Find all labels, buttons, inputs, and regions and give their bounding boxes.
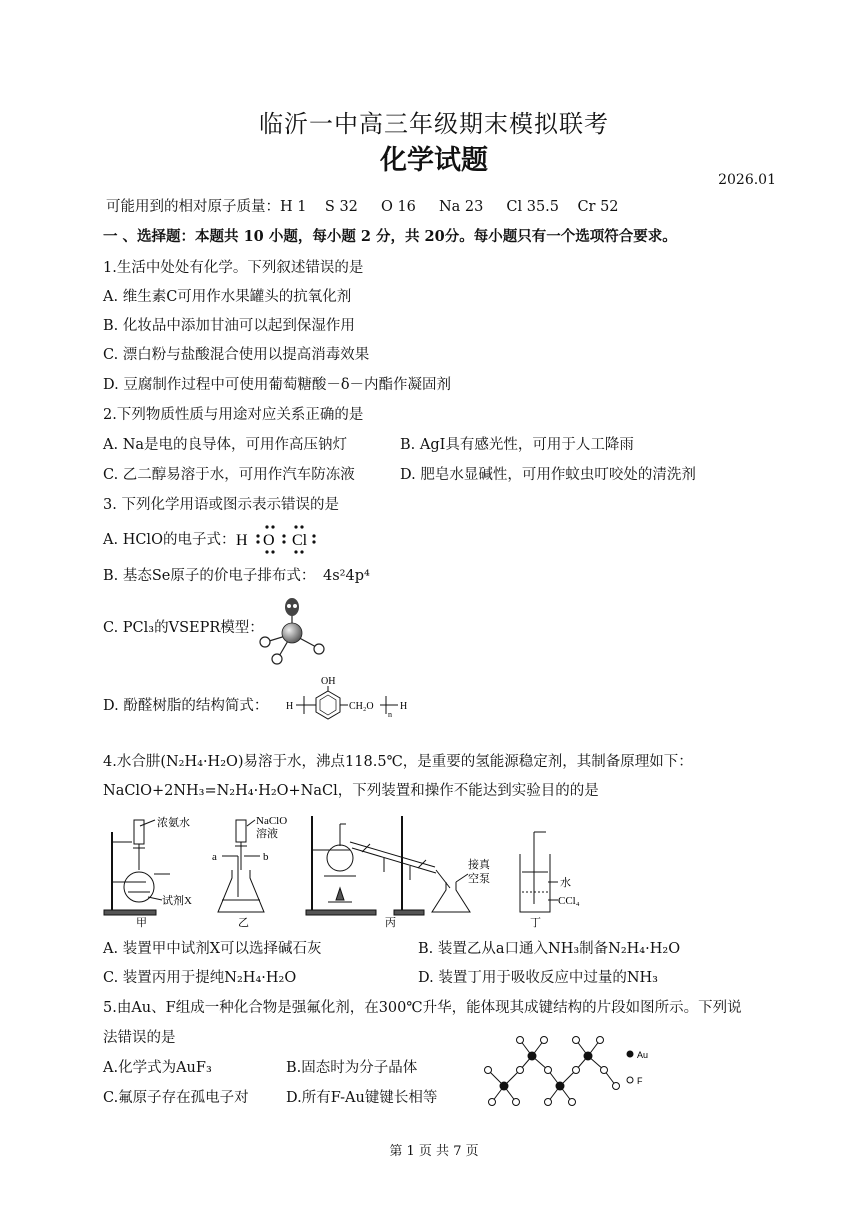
q3-stem: 3. 下列化学用语或图示表示错误的是 — [103, 497, 339, 513]
section-heading: 一 、选择题：本题共 10 小题，每小题 2 分，共 20分。每小题只有一个选项符合要求。 — [103, 228, 677, 245]
exam-title: 临沂一中高三年级期末模拟联考 — [259, 110, 609, 138]
q2-stem: 2.下列物质性质与用途对应关系正确的是 — [103, 407, 364, 423]
svg-text:b: b — [263, 851, 269, 863]
q4-option-c: C. 装置丙用于提纯N₂H₄·H₂O — [103, 970, 297, 986]
q4-stem-line1: 4.水合肼(N₂H₄·H₂O)易溶于水，沸点118.5℃，是重要的氢能源稳定剂，其制备原理如下： — [103, 754, 693, 770]
q1-option-b: B. 化妆品中添加甘油可以起到保湿作用 — [103, 318, 355, 334]
hclo-electron-formula — [232, 520, 322, 556]
q2-option-c: C. 乙二醇易溶于水，可用作汽车防冻液 — [103, 467, 355, 483]
apparatus-jia — [104, 820, 170, 915]
legend-f-label: F — [637, 1076, 643, 1086]
svg-text:乙: 乙 — [238, 917, 249, 929]
svg-text:OH: OH — [321, 676, 336, 687]
svg-text:丙: 丙 — [385, 917, 396, 929]
q5-option-b: B.固态时为分子晶体 — [286, 1060, 418, 1076]
exam-date: 2026.01 — [718, 172, 776, 188]
q2-option-d: D. 肥皂水显碱性，可用作蚊虫叮咬处的清洗剂 — [400, 467, 696, 483]
formula-o: O — [263, 532, 275, 549]
q5-option-d: D.所有F-Au键键长相等 — [286, 1090, 438, 1106]
q5-stem-line1: 5.由Au、F组成一种化合物是强氟化剂，在300℃升华，能体现其成键结构的片段如图所示。下列说 — [103, 1000, 742, 1016]
page-footer: 第 1 页 共 7 页 — [389, 1144, 479, 1159]
q3-option-a-label: A. HClO的电子式： — [103, 532, 236, 548]
legend-au-marker — [627, 1051, 634, 1058]
apparatus-bing — [306, 816, 470, 915]
apparatus-figure — [100, 812, 580, 930]
svg-text:甲: 甲 — [136, 917, 147, 929]
q4-option-a: A. 装置甲中试剂X可以选择碱石灰 — [103, 941, 322, 957]
q5-stem-line2: 法错误的是 — [103, 1030, 176, 1046]
legend-f-marker — [627, 1077, 633, 1083]
legend-au-label: Au — [637, 1050, 649, 1060]
q2-option-b: B. AgI具有感光性，可用于人工降雨 — [400, 437, 634, 453]
svg-text:接真: 接真 — [468, 859, 490, 871]
svg-text:空泵: 空泵 — [468, 873, 490, 885]
q4-option-d: D. 装置丁用于吸收反应中过量的NH₃ — [418, 970, 658, 986]
svg-text:水: 水 — [560, 877, 571, 889]
q1-option-d: D. 豆腐制作过程中可使用葡萄糖酸－δ－内酯作凝固剂 — [103, 377, 452, 393]
svg-text:CCl₄: CCl₄ — [558, 895, 580, 907]
formula-cl: Cl — [292, 532, 308, 549]
svg-text:NaClO: NaClO — [256, 815, 288, 827]
svg-text:CH₂O: CH₂O — [349, 701, 374, 712]
q4-stem-line2: NaClO+2NH₃=N₂H₄·H₂O+NaCl，下列装置和操作不能达到实验目的的是 — [103, 783, 599, 799]
atomic-masses: 可能用到的相对原子质量：H 1 S 32 O 16 Na 23 Cl 35.5 Cr 52 — [106, 199, 619, 215]
svg-text:H: H — [400, 701, 408, 712]
phenolic-resin-structure — [284, 672, 416, 722]
q1-option-c: C. 漂白粉与盐酸混合使用以提高消毒效果 — [103, 347, 370, 363]
apparatus-ding — [520, 832, 558, 912]
q3-option-d-label: D. 酚醛树脂的结构简式： — [103, 698, 269, 714]
svg-text:浓氨水: 浓氨水 — [157, 817, 190, 829]
svg-text:n: n — [388, 710, 392, 719]
q2-option-a: A. Na是电的良导体，可用作高压钠灯 — [103, 437, 348, 453]
q4-option-b: B. 装置乙从a口通入NH₃制备N₂H₄·H₂O — [418, 941, 681, 957]
q5-option-c: C.氟原子存在孤电子对 — [103, 1090, 249, 1106]
aufx-chain-structure — [482, 1034, 662, 1114]
se-configuration: 4s²4p⁴ — [323, 568, 370, 584]
svg-text:试剂X: 试剂X — [162, 895, 192, 907]
subject-title: 化学试题 — [380, 145, 488, 176]
q3-option-b-label: B. 基态Se原子的价电子排布式： — [103, 568, 316, 584]
q5-option-a: A.化学式为AuF₃ — [103, 1060, 212, 1076]
svg-text:H: H — [286, 701, 294, 712]
q1-stem: 1.生活中处处有化学。下列叙述错误的是 — [103, 260, 364, 276]
q3-option-c-label: C. PCl₃的VSEPR模型： — [103, 620, 264, 636]
pcl3-vsepr-model — [252, 596, 332, 668]
svg-text:溶液: 溶液 — [256, 828, 278, 840]
formula-h: H — [236, 532, 248, 549]
svg-text:a: a — [212, 851, 217, 863]
q1-option-a: A. 维生素C可用作水果罐头的抗氧化剂 — [103, 289, 352, 305]
svg-text:丁: 丁 — [530, 917, 541, 929]
